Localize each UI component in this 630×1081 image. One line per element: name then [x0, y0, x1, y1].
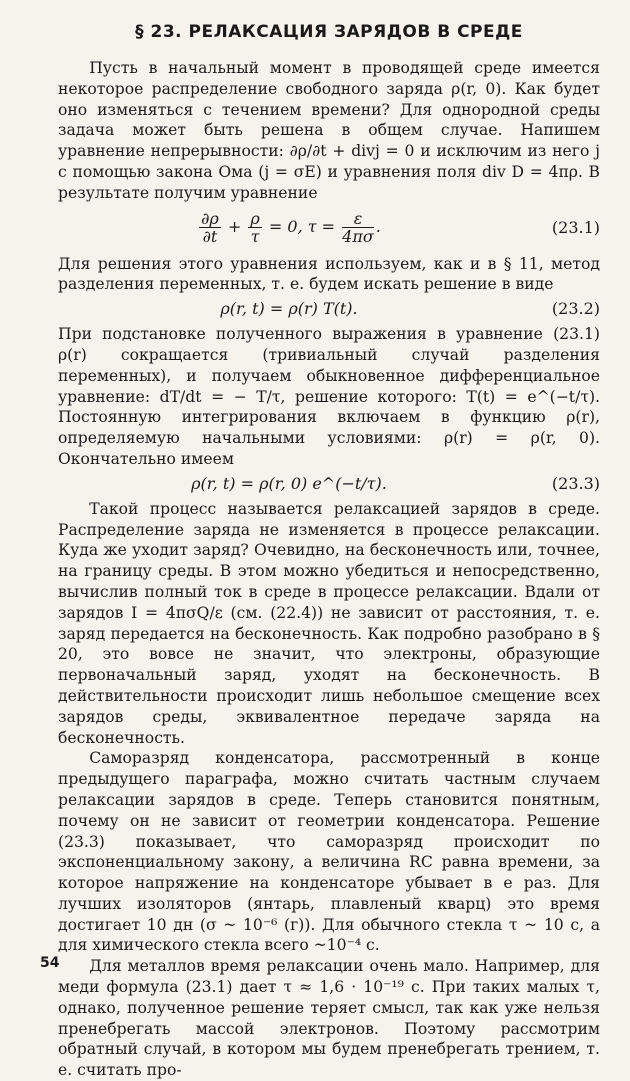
equation-body: [58, 210, 520, 245]
numerator: ∂ρ: [201, 209, 219, 229]
paragraph-5: Саморазряд конденсатора, рассмотренный в конце предыдущего параграфа, можно считать частным случаем релаксации зарядов в среде. Теперь становится понятным, почему он не зависит от геометрии конденсатора. Решение (23.3) показывает, что саморазряд происходит по экспоненциальному закону, а величина RC равна времени, за которое напряжение на конденсаторе убывает в e раз. Для лучших изоляторов (янтарь, плавленый кварц) это время достигает 10 дн (σ ~ 10⁻⁶ (г)). Для обычного стекла τ ~ 10 с, а для химического стекла всего ~10⁻⁴ с.: [58, 749, 600, 955]
equation-23-3: [58, 474, 600, 493]
paragraph-1: Пусть в начальный момент в проводящей среде имеется некоторое распределение свободного заряда ρ(r, 0). Как будет оно изменяться с течением времени? Для однородной среды задача может быть решена в общем случае. Напишем уравнение непрерывности: ∂ρ/∂t + divj = 0 и исключим из него j с помощью закона Ома (j = σE) и уравнения поля div D = 4πρ. В результате получим уравнение: [58, 59, 600, 202]
equation-number: (23.1): [551, 218, 600, 238]
equation-body: ρ(r, t) = ρ(r) T(t).: [220, 299, 358, 319]
equation-number: (23.2): [551, 299, 600, 319]
paragraph-6: Для металлов время релаксации очень мало. Например, для меди формула (23.1) дает τ ≈ 1,6 · 10⁻¹⁹ с. При таких малых τ, однако, полученное решение теряет смысл, так как уже нельзя пренебрегать массой электронов. Поэтому рассмотрим обратный случай, в котором мы будем пренебрегать трением, т. е. считать про-: [58, 957, 600, 1080]
equation-23-1: [58, 208, 600, 248]
equation-body: ρ(r, t) = ρ(r, 0) e^(−t/τ).: [191, 473, 387, 493]
plus-sign: +: [227, 217, 242, 237]
fraction-eps-4pisigma: [342, 210, 374, 245]
numerator: ρ: [250, 209, 260, 229]
paragraph-3: При подстановке полученного выражения в уравнение (23.1) ρ(r) сокращается (тривиальный случай разделения переменных), и получаем обыкновенное дифференциальное уравнение: dT/dt = − T/τ, решение которого: T(t) = e^(−t/τ). Постоянную интегрирования включаем в функцию ρ(r), определяемую начальными условиями: ρ(r) = ρ(r, 0). Окончательно имеем: [58, 325, 600, 468]
page-number: 54: [40, 955, 60, 971]
denominator: 4πσ: [342, 227, 374, 247]
equation-rest: = 0, τ =: [268, 217, 336, 237]
paragraph-4: Такой процесс называется релаксацией зарядов в среде. Распределение заряда не изменяется в процессе релаксации. Куда же уходит заряд? Очевидно, на бесконечность или, точнее, на границу среды. В этом можно убедиться и непосредственно, вычислив полный ток в среде в процессе релаксации. Вдали от зарядов I = 4πσQ/ε (см. (22.4)) не зависит от расстояния, т. е. заряд передается на бесконечность. Как подробно разобрано в § 20, это вовсе не значит, что электроны, образующие первоначальный заряд, уходят на бесконечность. В действительности происходит лишь небольшое смещение всех зарядов среды, эквивалентное передаче заряда на бесконечность.: [58, 499, 600, 747]
denominator: ∂t: [202, 227, 218, 247]
numerator: ε: [342, 210, 374, 228]
denominator: τ: [250, 227, 260, 247]
equation-number: (23.3): [551, 473, 600, 493]
equation-23-2: [58, 299, 600, 318]
period: .: [375, 217, 381, 237]
section-heading: § 23. РЕЛАКСАЦИЯ ЗАРЯДОВ В СРЕДЕ: [135, 22, 523, 42]
fraction-rho-tau: [248, 210, 261, 245]
fraction-drho-dt: [199, 210, 221, 245]
paragraph-2: Для решения этого уравнения используем, как и в § 11, метод разделения переменных, т. е. будем искать решение в виде: [58, 254, 600, 294]
